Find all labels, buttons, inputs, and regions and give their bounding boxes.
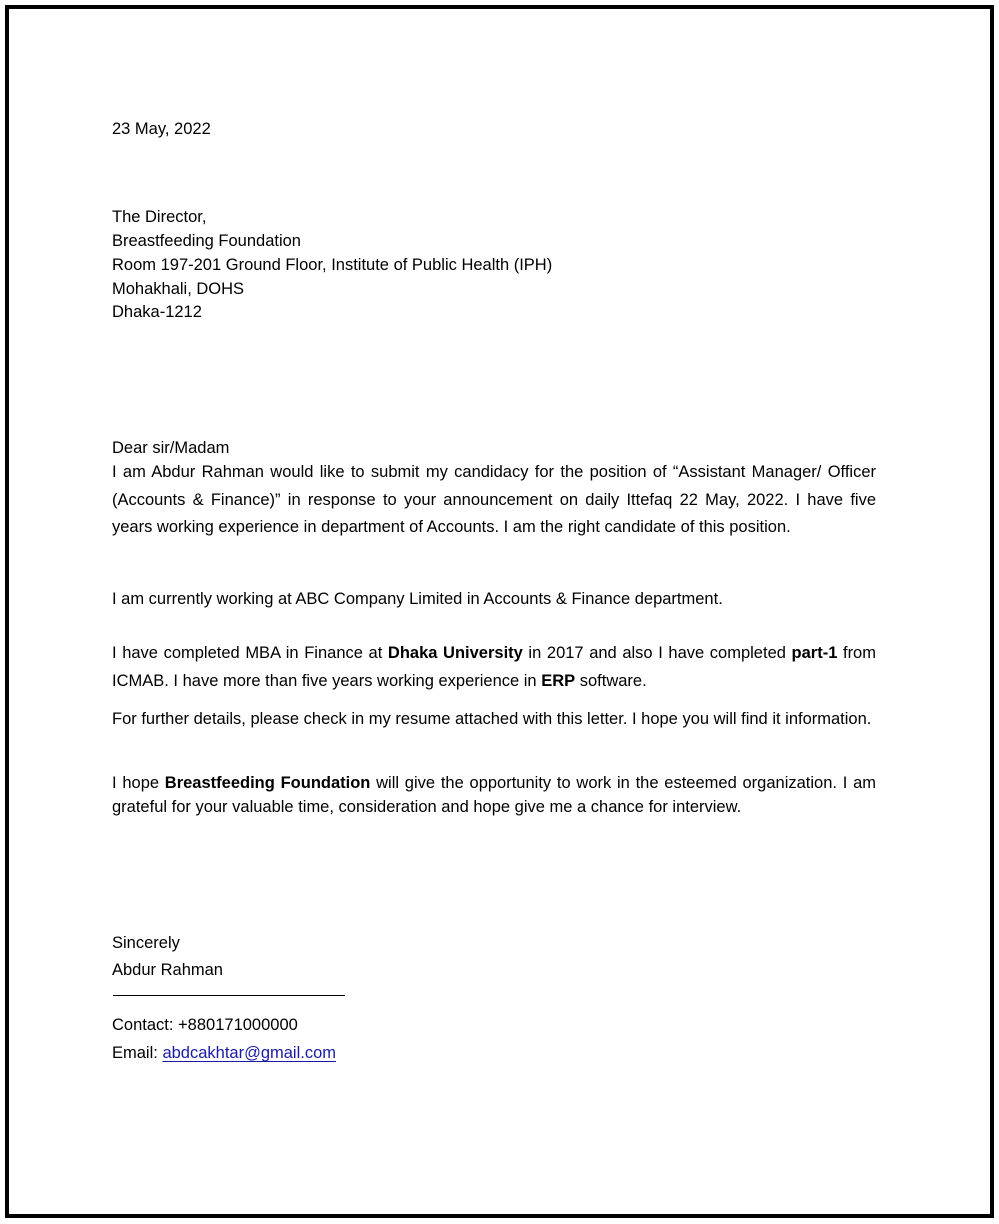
recipient-line-city: Dhaka-1212 bbox=[112, 303, 202, 321]
icmab-part: part-1 bbox=[791, 644, 838, 662]
email-link[interactable]: abdcakhtar@gmail.com bbox=[162, 1044, 337, 1062]
signer-name: Abdur Rahman bbox=[112, 961, 223, 979]
para-closing-text-1: I hope bbox=[112, 774, 165, 792]
para-education-text-1: I have completed MBA in Finance at bbox=[112, 644, 388, 662]
contact-phone: +880171000000 bbox=[178, 1016, 298, 1034]
para-education-text-2: in 2017 and also I have completed bbox=[522, 644, 792, 662]
foundation-name: Breastfeeding Foundation bbox=[164, 774, 371, 792]
recipient-line-title: The Director, bbox=[112, 208, 207, 226]
paragraph-education bbox=[112, 640, 876, 695]
university-name: Dhaka University bbox=[387, 644, 523, 662]
paragraph-resume: For further details, please check in my resume attached with this letter. I hope you will find it information. bbox=[112, 710, 872, 728]
erp-keyword: ERP bbox=[541, 671, 576, 690]
para-education-text-3: from ICMAB. I have more than five years working experience in bbox=[112, 644, 876, 690]
paragraph-closing bbox=[112, 771, 876, 819]
recipient-line-area: Mohakhali, DOHS bbox=[112, 280, 245, 298]
para-education-text-4: software. bbox=[575, 671, 647, 690]
email-label: Email: bbox=[112, 1044, 163, 1062]
recipient-line-room: Room 197-201 Ground Floor, Institute of Public Health (IPH) bbox=[112, 256, 553, 274]
paragraph-candidacy: I am Abdur Rahman would like to submit my candidacy for the position of “Assistant Manager/ Officer (Accounts & Finance)” in response to your announcement on daily Ittefaq 22 May, 2022. I have five years working experience in department of Accounts. I am the right candidate of this position. bbox=[112, 463, 876, 536]
contact-label: Contact: bbox=[112, 1016, 179, 1034]
recipient-line-organization: Breastfeeding Foundation bbox=[112, 232, 301, 250]
contact-line bbox=[112, 1013, 298, 1037]
letter-date: 23 May, 2022 bbox=[112, 120, 211, 138]
para-closing-text-2: will give the opportunity to work in the esteemed organization. I am grateful for your valuable time, consideration and hope give me a chance for interview. bbox=[112, 774, 876, 816]
paragraph-current-job: I am currently working at ABC Company Limited in Accounts & Finance department. bbox=[112, 590, 723, 608]
signature-line bbox=[113, 995, 345, 996]
email-line bbox=[112, 1041, 336, 1065]
closing-phrase: Sincerely bbox=[112, 934, 180, 952]
salutation: Dear sir/Madam bbox=[112, 439, 230, 457]
